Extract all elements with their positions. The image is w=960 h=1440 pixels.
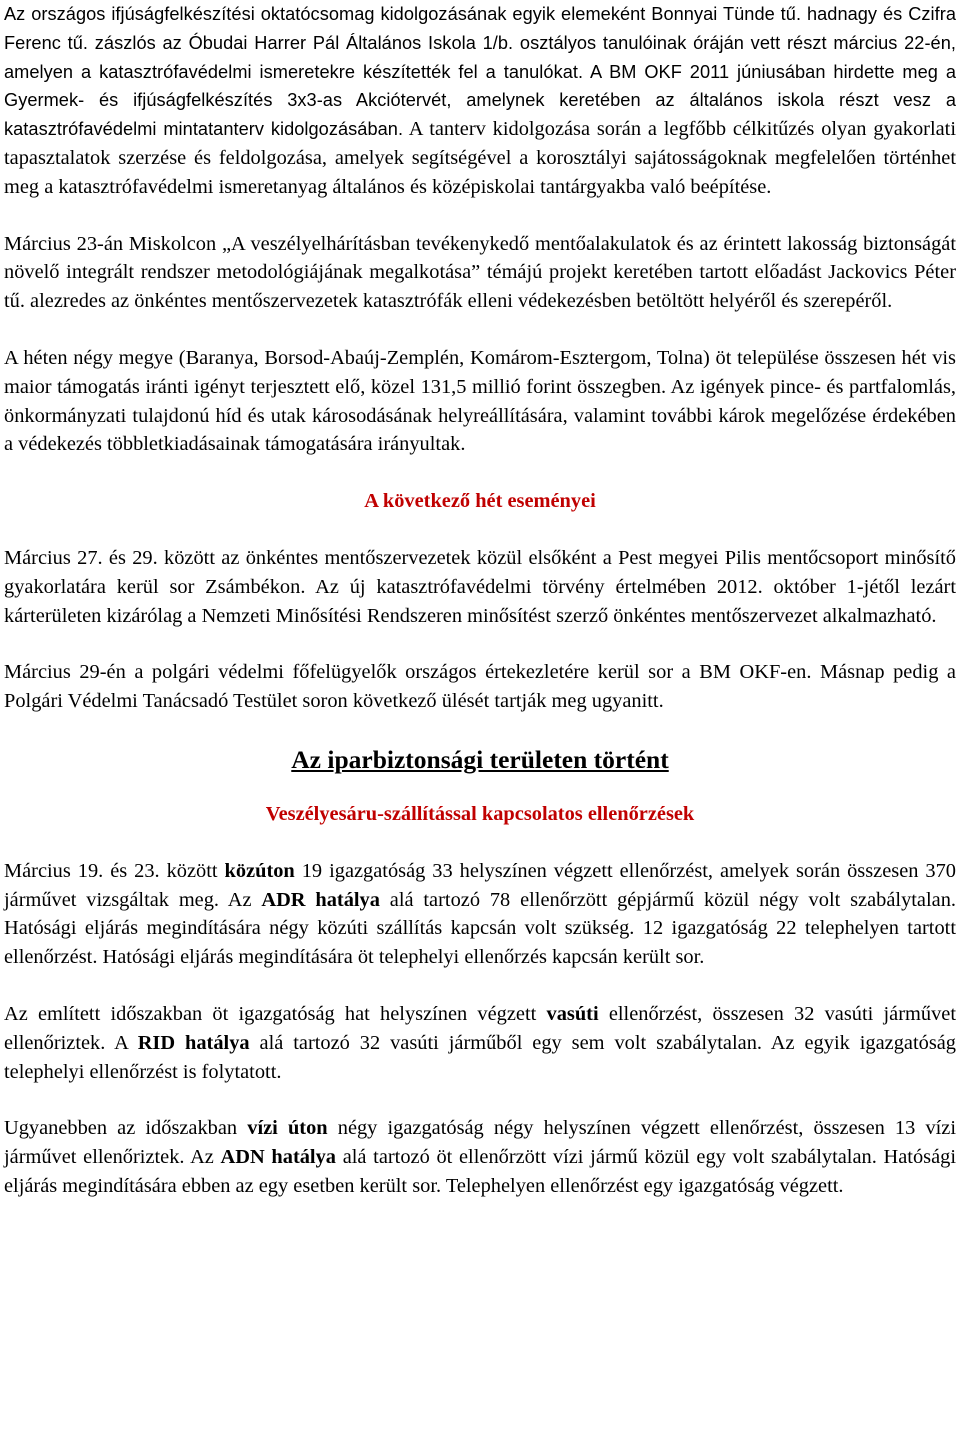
road-text-bold-road: közúton [224, 859, 295, 882]
dangerous-goods-subheading: Veszélyesáru-szállítással kapcsolatos ellenőrzések [265, 802, 695, 825]
industrial-safety-section-title: Az iparbiztonsági területen történt [291, 744, 669, 774]
road-text-c: 19 igazgatóság 33 helyszínen végzett ellenőrzést, amelyek során összesen 370 járművet vizsgáltak meg. Az [4, 859, 956, 911]
paragraph-rail-inspections [4, 1000, 956, 1086]
road-text-a: Március 19. és 23. között [4, 859, 225, 882]
rail-text-e: alá tartozó 32 vasúti járműből egy sem volt szabálytalan. Az egyik igazgatóság telephelyi ellenőrzést is folytatott. [4, 1031, 956, 1083]
paragraph-youth-preparation-part2: A tanterv kidolgozása során a legfőbb célkitűzés olyan gyakorlati tapasztalatok szerzése és feldolgozása, amelyek segítségével a korosztályi sajátosságoknak megfelelően történhet meg a katasztrófavédelmi ismeretanyag általános és középiskolai tantárgyakba való beépítése. [4, 118, 956, 198]
paragraph-miskolc-lecture: Március 23-án Miskolcon „A veszélyelhárításban tevékenykedő mentőalakulatok és az érintett lakosság biztonságát növelő integrált rendszer metodológiájának megalkotása” témájú projekt keretében tartott előadást Jackovics Péter tű. alezredes az önkéntes mentőszervezetek katasztrófák elleni védekezésben betöltött helyéről és szerepéről. [4, 232, 956, 313]
paragraph-road-inspections [4, 857, 956, 972]
rail-text-bold-rid: RID hatálya [137, 1031, 250, 1054]
rail-text-c: ellenőrzést, összesen 32 vasúti járművet ellenőriztek. A [4, 1002, 956, 1054]
water-text-e: alá tartozó öt ellenőrzött vízi jármű közül egy volt szabálytalan. Hatósági eljárás megindítására ebben az egy esetben került sor. Telephelyen ellenőrzést egy igazgatóság végzett. [4, 1146, 956, 1197]
water-text-bold-adn: ADN hatálya [220, 1146, 336, 1169]
paragraph-youth-preparation [4, 0, 956, 202]
paragraph-water-inspections [4, 1114, 956, 1200]
paragraph-youth-preparation-part1: Az országos ifjúságfelkészítési oktatócsomag kidolgozásának egyik elemeként Bonnyai Tünde tű. hadnagy és Czifra Ferenc tű. zászlós az Óbudai Harrer Pál Általános Iskola 1/b. osztályos tanulóinak óráján vett részt március 22-én, amelyen a katasztrófavédelmi ismeretekre készítették fel a tanulókat. A BM OKF 2011 júniusában hirdette meg a Gyermek- és ifjúságfelkészítés 3x3-as Akciótervét, amelynek keretében az általános iskola részt vesz a katasztrófavédelmi mintatanterv kidolgozásában. [4, 4, 956, 140]
road-text-e: alá tartozó 78 ellenőrzött gépjármű közül négy volt szabálytalan. Hatósági eljárás megindítására négy közúti szállítás kapcsán volt szükség. 12 igazgatóság 22 telephelyen tartott ellenőrzést. Hatósági eljárás megindítására öt telephelyi ellenőrzés kapcsán került sor. [4, 888, 956, 969]
water-text-c: négy igazgatóság négy helyszínen végzett ellenőrzést, összesen 13 vízi járművet ellenőriztek. Az [4, 1117, 957, 1169]
water-text-a: Ugyanebben az időszakban [4, 1117, 248, 1140]
next-week-heading: A következő hét eseményei [364, 490, 596, 513]
paragraph-vis-maior: A héten négy megye (Baranya, Borsod-Abaúj-Zemplén, Komárom-Esztergom, Tolna) öt települése összesen hét vis maior támogatás iránti igényt terjesztett elő, közel 131,5 millió forint összegben. Az igények pince- és partfalomlás, önkormányzati tulajdonú híd és utak károsodásának helyreállítására, valamint további károk megelőzése érdekében a védekezés többletkiadásainak támogatására irányultak. [4, 346, 956, 456]
rail-text-a: Az említett időszakban öt igazgatóság hat helyszínen végzett [4, 1002, 547, 1025]
document-page [4, 0, 956, 1229]
water-text-bold-water: vízi úton [247, 1117, 328, 1140]
road-text-bold-adr: ADR hatálya [261, 888, 380, 911]
paragraph-pilis-exercise: Március 27. és 29. között az önkéntes mentőszervezetek közül elsőként a Pest megyei Pilis mentőcsoport minősítő gyakorlatára kerül sor Zsámbékon. Az új katasztrófavédelmi törvény értelmében 2012. október 1-jétől lezárt kárterületen kizárólag a Nemzeti Minősítési Rendszeren minősítést szerző önkéntes mentőszervezet alkalmazható. [4, 546, 956, 627]
rail-text-bold-rail: vasúti [546, 1002, 599, 1025]
paragraph-civil-protection-meeting: Március 29-én a polgári védelmi főfelügyelők országos értekezletére kerül sor a BM OKF-en. Másnap pedig a Polgári Védelmi Tanácsadó Testület soron következő ülését tartják meg ugyanitt. [4, 661, 956, 713]
